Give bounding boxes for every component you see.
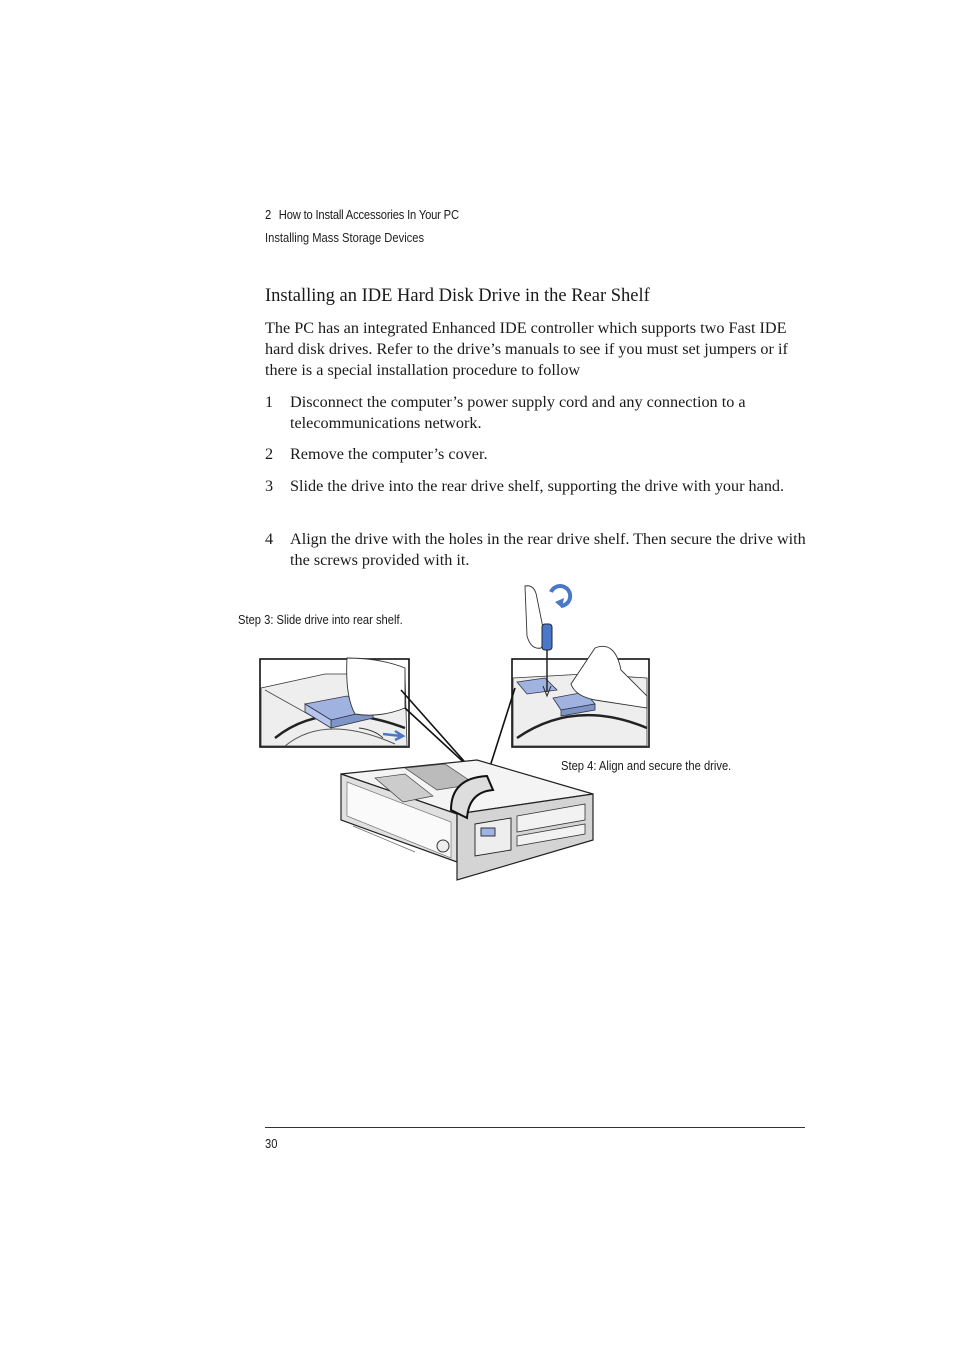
pc-chassis xyxy=(341,760,593,880)
step-text: Remove the computer’s cover. xyxy=(290,445,488,463)
step-4 xyxy=(265,529,810,571)
chapter-number: 2 xyxy=(265,207,272,222)
step4-inset xyxy=(512,586,649,747)
chapter-title: How to Install Accessories In Your PC xyxy=(278,207,459,222)
footer-rule xyxy=(265,1127,805,1128)
step-3 xyxy=(265,476,810,497)
running-header-section: Installing Mass Storage Devices xyxy=(265,230,425,245)
step-text: Align the drive with the holes in the rear drive shelf. Then secure the drive with the screws provided with it. xyxy=(290,530,806,569)
running-header-chapter xyxy=(265,207,459,222)
figure-caption-step3: Step 3: Slide drive into rear shelf. xyxy=(238,612,403,627)
step-number: 2 xyxy=(265,445,274,463)
step-number: 3 xyxy=(265,477,274,495)
page-number: 30 xyxy=(265,1136,278,1151)
step3-inset xyxy=(260,658,409,747)
step-number: 4 xyxy=(265,530,274,548)
step-text: Disconnect the computer’s power supply cord and any connection to a telecommunications network. xyxy=(290,393,746,432)
intro-paragraph: The PC has an integrated Enhanced IDE controller which supports two Fast IDE hard disk drives. Refer to the drive’s manuals to see if you must set jumpers or if there is a special installation procedure to follow xyxy=(265,319,788,379)
figure-caption-step4: Step 4: Align and secure the drive. xyxy=(561,758,732,773)
step-number: 1 xyxy=(265,393,274,411)
installation-illustration xyxy=(255,578,675,888)
section-title: Installing an IDE Hard Disk Drive in the Rear Shelf xyxy=(265,286,650,306)
step-2 xyxy=(265,444,810,465)
step-text: Slide the drive into the rear drive shelf, supporting the drive with your hand. xyxy=(290,477,785,495)
step-1 xyxy=(265,392,810,434)
hand-icon xyxy=(347,658,405,715)
